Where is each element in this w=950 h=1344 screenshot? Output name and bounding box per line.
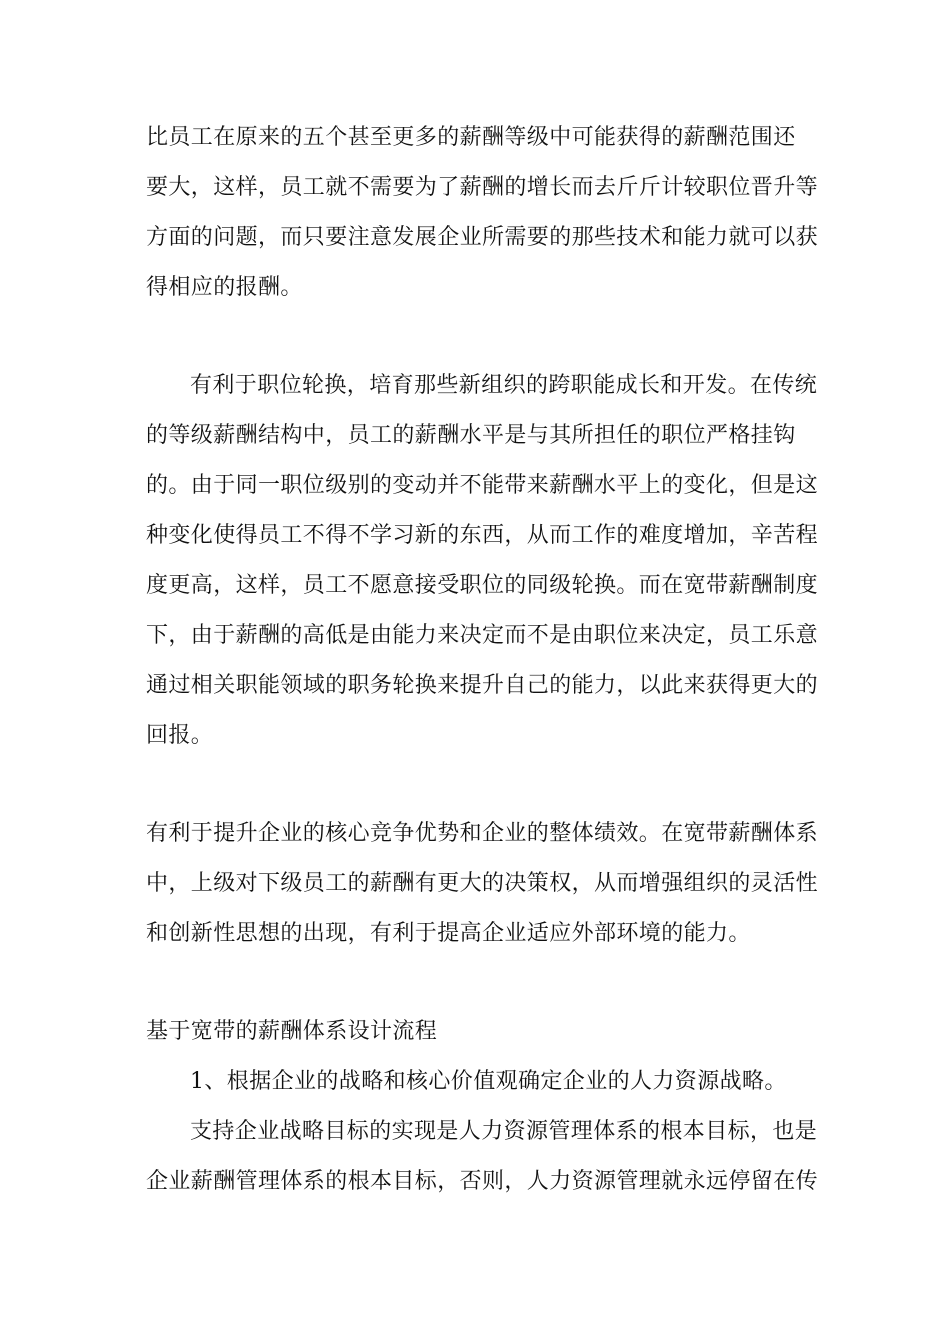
paragraph-2-line-1: 有利于职位轮换，培育那些新组织的跨职能成长和开发。在传统: [190, 373, 818, 398]
paragraph-4-line-2: 企业薪酬管理体系的根本目标，否则，人力资源管理就永远停留在传: [146, 1169, 819, 1194]
paragraph-4-line-1: 支持企业战略目标的实现是人力资源管理体系的根本目标，也是: [190, 1119, 818, 1144]
section-heading: 基于宽带的薪酬体系设计流程: [146, 1019, 438, 1044]
paragraph-2-line-8: 回报。: [146, 723, 214, 748]
paragraph-1-line-1: 比员工在原来的五个甚至更多的薪酬等级中可能获得的薪酬范围还: [146, 125, 796, 150]
paragraph-2-line-5: 度更高，这样，员工不愿意接受职位的同级轮换。而在宽带薪酬制度: [146, 573, 819, 598]
numbered-item-1: 1、根据企业的战略和核心价值观确定企业的人力资源战略。: [190, 1069, 787, 1094]
paragraph-1-line-4: 得相应的报酬。: [146, 275, 303, 300]
paragraph-2-line-7: 通过相关职能领域的职务轮换来提升自己的能力，以此来获得更大的: [146, 673, 819, 698]
paragraph-2-line-3: 的。由于同一职位级别的变动并不能带来薪酬水平上的变化，但是这: [146, 473, 819, 498]
paragraph-1-line-3: 方面的问题，而只要注意发展企业所需要的那些技术和能力就可以获: [146, 225, 819, 250]
paragraph-3-line-3: 和创新性思想的出现，有利于提高企业适应外部环境的能力。: [146, 921, 751, 946]
paragraph-1-line-2: 要大，这样，员工就不需要为了薪酬的增长而去斤斤计较职位晋升等: [146, 175, 819, 200]
paragraph-3-line-2: 中，上级对下级员工的薪酬有更大的决策权，从而增强组织的灵活性: [146, 871, 819, 896]
paragraph-2-line-2: 的等级薪酬结构中，员工的薪酬水平是与其所担任的职位严格挂钩: [146, 423, 796, 448]
paragraph-2-line-4: 种变化使得员工不得不学习新的东西，从而工作的难度增加，辛苦程: [146, 523, 819, 548]
paragraph-2-line-6: 下，由于薪酬的高低是由能力来决定而不是由职位来决定，员工乐意: [146, 623, 819, 648]
paragraph-3-line-1: 有利于提升企业的核心竞争优势和企业的整体绩效。在宽带薪酬体系: [146, 821, 819, 846]
